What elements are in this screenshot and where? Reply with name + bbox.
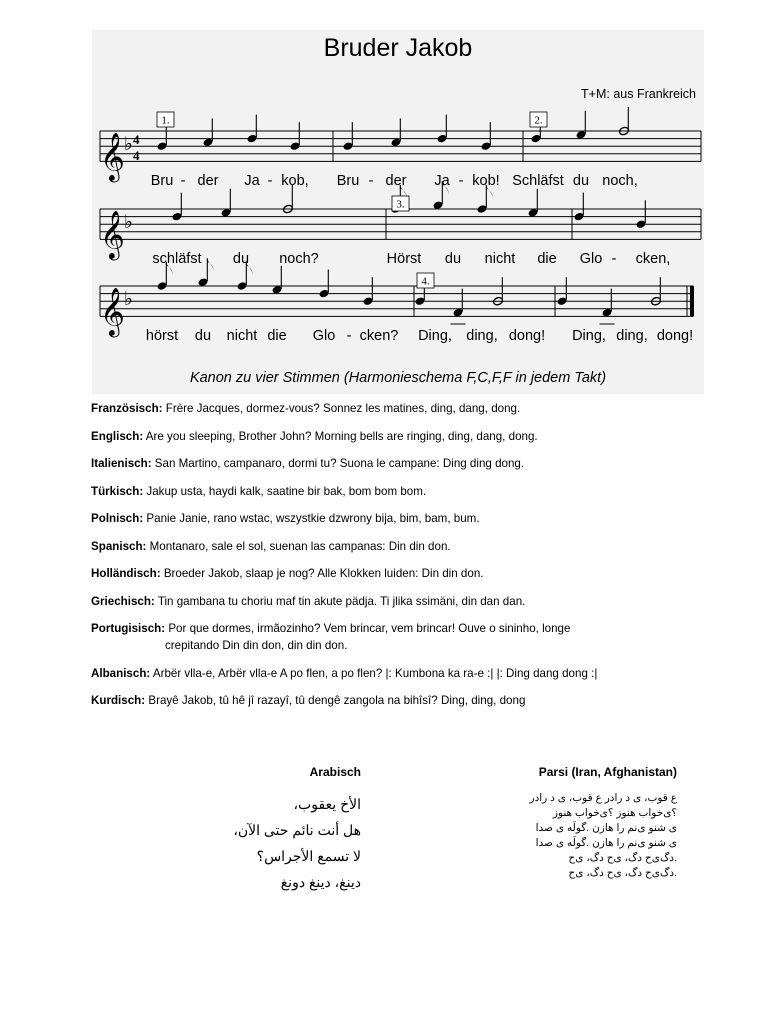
note xyxy=(436,115,447,144)
note xyxy=(575,111,586,140)
parsi-version xyxy=(437,765,677,881)
lyric-syllable: du xyxy=(444,251,462,267)
treble-clef-icon: 𝄞 xyxy=(100,286,125,336)
translation-text: Frère Jacques, dormez-vous? Sonnez les matines, ding, dang, dong. xyxy=(165,402,521,415)
lyric-syllable: Glo xyxy=(579,251,603,267)
translation-portuguese xyxy=(91,620,711,654)
lyric-syllable: Bru xyxy=(336,173,360,189)
song-credit: T+M: aus Frankreich xyxy=(581,87,696,101)
lyric-syllable: Ja xyxy=(244,173,260,189)
language-label: Spanisch: xyxy=(91,539,147,553)
lyric-syllable: Schläfst xyxy=(512,173,564,189)
note xyxy=(246,115,257,144)
lyric-syllable: - xyxy=(611,251,617,267)
translation-text: Are you sleeping, Brother John? Morning bells are ringing, ding, dang, dong. xyxy=(145,429,538,443)
translation-italian xyxy=(91,455,711,472)
parsi-line: ی شنو ی‌نم را هازن .گولَه ی صدا xyxy=(535,822,677,834)
note xyxy=(171,193,182,222)
translation-text: San Martino, campanaro, dormi tu? Suona le campane: Ding ding dong. xyxy=(154,457,525,470)
note xyxy=(362,277,373,306)
time-signature-bottom: 4 xyxy=(133,148,140,163)
translation-text-continued: crepitando Din din don, din din don. xyxy=(165,639,348,652)
note xyxy=(480,122,491,151)
language-label: Italienisch: xyxy=(91,457,152,470)
flat-key-signature-icon: ♭ xyxy=(124,288,133,311)
section-mark: 3. xyxy=(396,198,405,211)
translation-albanian xyxy=(91,665,711,682)
parsi-label: Parsi (Iran, Afghanistan) xyxy=(538,765,677,779)
parsi-line: .دگ‌ی‌ح دگ، ی‌ح دگ، ی‌ح xyxy=(568,867,677,879)
translation-french xyxy=(91,400,711,417)
parsi-line: ؟ی‌خواب هنوز ؟ی‌خواب هنوز xyxy=(552,807,677,819)
lyric-syllable: du xyxy=(232,251,250,267)
lyric-syllable: - xyxy=(346,328,352,344)
note xyxy=(527,189,538,218)
lyric-syllable: - xyxy=(180,173,186,189)
translation-english xyxy=(91,428,711,445)
translation-greek xyxy=(91,593,711,610)
lyric-syllable: dong! xyxy=(656,328,694,344)
note xyxy=(618,107,629,136)
lyric-syllable: der xyxy=(385,173,407,189)
language-label: Französisch: xyxy=(91,402,163,415)
lyric-syllable: nicht xyxy=(226,328,258,344)
section-mark: 1. xyxy=(161,114,170,127)
lyric-syllable: schläfst xyxy=(152,251,202,267)
song-title: Bruder Jakob xyxy=(323,34,473,62)
parsi-line: ی شنو ی‌نم را هازن .گولَه ی صدا xyxy=(535,837,677,849)
section-mark: 2. xyxy=(534,114,543,127)
lyric-syllable: Ja xyxy=(434,173,450,189)
lyrics-line-1 xyxy=(92,173,704,191)
treble-clef-icon: 𝄞 xyxy=(100,131,125,181)
arabic-line: دينغ، دينغ دونغ xyxy=(280,874,361,890)
flat-key-signature-icon: ♭ xyxy=(124,133,133,156)
lyric-syllable: hörst xyxy=(145,328,179,344)
translation-text: Jakup usta, haydi kalk, saatine bir bak, bom bom bom. xyxy=(146,484,427,498)
section-mark: 4. xyxy=(421,275,430,288)
arabic-line: لا تسمع الأجراس؟ xyxy=(256,848,361,864)
note xyxy=(573,193,584,222)
translation-spanish xyxy=(91,538,711,555)
translation-dutch xyxy=(91,565,711,582)
note xyxy=(635,200,646,229)
lyric-syllable: Ding, xyxy=(572,328,606,344)
language-label: Türkisch: xyxy=(91,484,144,498)
note xyxy=(220,189,231,218)
lyric-syllable: die xyxy=(267,328,287,344)
lyric-syllable: ding, xyxy=(616,328,648,344)
lyric-syllable: cken? xyxy=(359,328,399,344)
parsi-line: .دگ‌ی‌ح دگ، ی‌ح دگ، ی‌ح xyxy=(568,852,677,864)
lyric-syllable: noch, xyxy=(602,173,638,189)
note xyxy=(650,277,661,306)
language-label: Polnisch: xyxy=(91,512,144,525)
translation-kurdish xyxy=(91,692,711,709)
treble-clef-icon: 𝄞 xyxy=(100,209,125,259)
time-signature-top: 4 xyxy=(133,132,140,147)
translation-text: Panie Janie, rano wstac, wszystkie dzwrony bija, bim, bam, bum. xyxy=(146,512,480,525)
flat-key-signature-icon: ♭ xyxy=(124,211,133,234)
final-barline-thick xyxy=(690,286,694,316)
lyric-syllable: Bru xyxy=(150,173,174,189)
language-label: Portugisisch: xyxy=(91,622,166,635)
note xyxy=(556,277,567,306)
lyric-syllable: du xyxy=(194,328,212,344)
canon-caption: Kanon zu vier Stimmen (Harmonieschema F,C,F,F in jedem Takt) xyxy=(189,370,607,386)
translation-text: Arbër vlla-e, Arbër vlla-e A po flen, a po flen? |: Kumbona ka ra-e :| |: Ding dang dong :| xyxy=(152,666,598,680)
lyric-syllable: du xyxy=(572,173,590,189)
lyric-syllable: noch? xyxy=(279,251,319,267)
lyric-syllable: Glo xyxy=(312,328,336,344)
arabic-label: Arabisch xyxy=(309,765,361,779)
translation-text: Por que dormes, irmãozinho? Vem brincar, vem brincar! Ouve o sininho, longe xyxy=(168,622,571,635)
lyric-syllable: kob, xyxy=(281,173,309,189)
lyrics-line-2 xyxy=(92,251,704,269)
translation-turkish xyxy=(91,483,711,500)
note xyxy=(342,122,353,151)
lyric-syllable: die xyxy=(537,251,557,267)
language-label: Albanisch: xyxy=(91,666,151,680)
translation-text: Broeder Jakob, slaap je nog? Alle Klokken luiden: Din din don. xyxy=(163,567,484,580)
language-label: Englisch: xyxy=(91,429,144,443)
language-label: Griechisch: xyxy=(91,594,155,608)
translations-list xyxy=(91,400,711,720)
arabic-line: هل أنت نائم حتى الآن، xyxy=(233,822,361,838)
note xyxy=(271,266,282,295)
lyric-syllable: cken, xyxy=(635,251,671,267)
arabic-line: الأخ يعقوب، xyxy=(293,796,361,812)
lyric-syllable: dong! xyxy=(508,328,546,344)
sheet-music xyxy=(92,30,704,394)
translation-text: Brayê Jakob, tû hê jî razayî, tû dengê zangola na bihîsî? Ding, ding, dong xyxy=(148,694,526,707)
translation-text: Tin gambana tu choriu maf tin akute pädja. Ti jlika ssimäni, din dan dan. xyxy=(157,594,526,608)
note xyxy=(202,118,213,147)
lyrics-line-3 xyxy=(92,328,704,346)
lyric-syllable: der xyxy=(197,173,219,189)
language-label: Holländisch: xyxy=(91,567,161,580)
lyric-syllable: Hörst xyxy=(386,251,422,267)
arabic-version xyxy=(121,765,361,895)
note xyxy=(289,122,300,151)
lyric-syllable: kob! xyxy=(472,173,500,189)
lyric-syllable: nicht xyxy=(484,251,516,267)
note xyxy=(318,270,329,299)
note xyxy=(492,277,503,306)
lyric-syllable: - xyxy=(458,173,464,189)
translation-polish xyxy=(91,510,711,527)
lyric-syllable: ding, xyxy=(466,328,498,344)
lyric-syllable: - xyxy=(267,173,273,189)
parsi-line: ع قوب، ی د رادر ع قوب، ی د رادر xyxy=(529,792,677,804)
lyric-syllable: Ding, xyxy=(418,328,452,344)
lyric-syllable: - xyxy=(368,173,374,189)
translation-text: Montanaro, sale el sol, suenan las campanas: Din din don. xyxy=(149,539,451,553)
language-label: Kurdisch: xyxy=(91,694,146,707)
note xyxy=(390,118,401,147)
